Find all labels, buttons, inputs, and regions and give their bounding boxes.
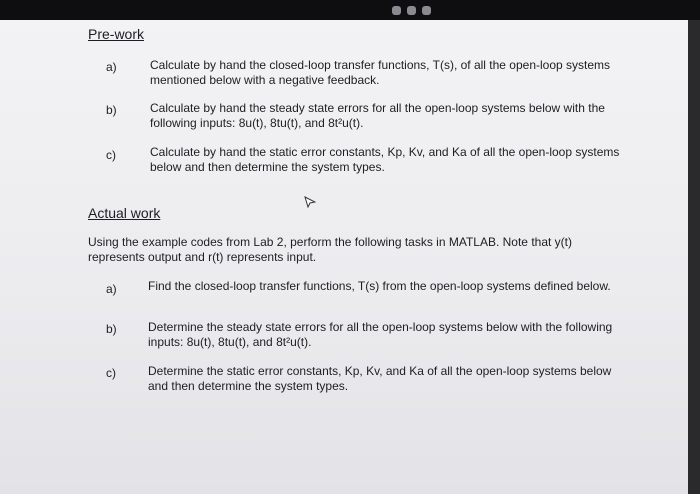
status-icons bbox=[392, 2, 452, 18]
actual-c-label: c) bbox=[106, 366, 116, 380]
actual-b-label: b) bbox=[106, 322, 117, 336]
actual-a-text: Find the closed-loop transfer functions, T(s) from the open-loop systems defined below. bbox=[148, 279, 611, 293]
prework-b-text: Calculate by hand the steady state errors for all the open-loop systems below with the following inputs: 8u(t), 8tu(t), and 8t²u(t). bbox=[150, 101, 605, 130]
prework-c-text: Calculate by hand the static error constants, Kp, Kv, and Ka of all the open-loop systems below and then determine the system types. bbox=[150, 145, 620, 174]
screen-edge bbox=[688, 20, 700, 494]
status-icon bbox=[422, 6, 431, 15]
prework-a-label: a) bbox=[106, 60, 117, 74]
prework-a-text: Calculate by hand the closed-loop transfer functions, T(s), of all the open-loop systems mentioned below with a negative feedback. bbox=[150, 58, 611, 87]
status-icon bbox=[407, 6, 416, 15]
actual-c-text: Determine the static error constants, Kp, Kv, and Ka of all the open-loop systems below and then determine the system types. bbox=[148, 364, 612, 393]
actual-intro-text: Using the example codes from Lab 2, perform the following tasks in MATLAB. Note that y(t) represents output and r(t) represents input. bbox=[88, 235, 572, 264]
actual-work-heading: Actual work bbox=[88, 205, 161, 221]
prework-b-label: b) bbox=[106, 103, 117, 117]
top-bar bbox=[0, 0, 700, 20]
mouse-cursor-icon bbox=[304, 196, 316, 208]
prework-heading: Pre-work bbox=[88, 26, 145, 42]
actual-a-label: a) bbox=[106, 282, 117, 296]
actual-b-text: Determine the steady state errors for all the open-loop systems below with the following inputs: 8u(t), 8tu(t), and 8t²u(t). bbox=[148, 320, 613, 349]
status-icon bbox=[392, 6, 401, 15]
prework-c-label: c) bbox=[106, 148, 116, 162]
document-page bbox=[0, 20, 688, 494]
